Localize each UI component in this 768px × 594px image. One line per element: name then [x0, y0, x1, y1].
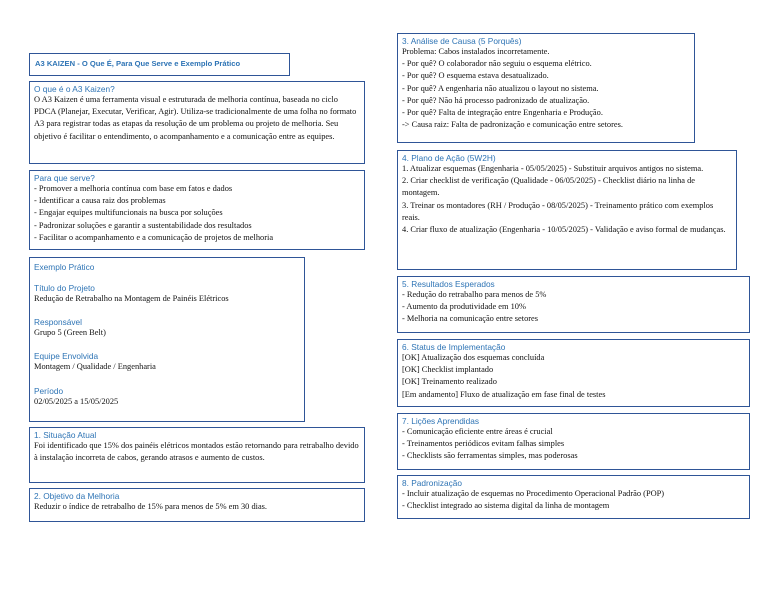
standardization-item: - Incluir atualização de esquemas no Procedimento Operacional Padrão (POP) [402, 489, 665, 498]
cause-analysis-title: 3. Análise de Causa (5 Porquês) [402, 36, 522, 46]
document-title-box [29, 53, 290, 76]
status-item: [OK] Checklist implantado [402, 365, 494, 375]
result-item: - Melhoria na comunicação entre setores [402, 314, 539, 324]
purpose-item: - Facilitar o acompanhamento e a comunicação de projetos de melhoria [34, 232, 274, 242]
current-situation-text: Foi identificado que 15% dos painéis elétricos montados estão retornando para retrabalho devido à instalação incorreta de cabos, gerando atrasos e aumento de custos. [34, 441, 359, 463]
example-section [29, 257, 305, 422]
status-item: [OK] Treinamento realizado [402, 377, 497, 387]
cause-line: - Por quê? O colaborador não seguiu o esquema elétrico. [402, 59, 592, 69]
standardization-title: 8. Padronização [402, 478, 462, 488]
result-item: - Redução do retrabalho para menos de 5% [402, 290, 547, 299]
action-item: 4. Criar fluxo de atualização (Engenharia - 10/05/2025) - Validação e aviso formal de mudanças. [402, 225, 726, 235]
period-value: 02/05/2025 a 15/05/2025 [34, 396, 119, 406]
purpose-item: - Identificar a causa raiz dos problemas [34, 196, 166, 206]
cause-line: - Por quê? A engenharia não atualizou o layout no sistema. [402, 83, 599, 93]
owner-value: Grupo 5 (Green Belt) [34, 328, 106, 338]
lesson-item: - Treinamentos periódicos evitam falhas simples [402, 439, 565, 449]
expected-results-title: 5. Resultados Esperados [402, 279, 495, 289]
what-is-text: O A3 Kaizen é uma ferramenta visual e estruturada de melhoria contínua, baseada no ciclo PDCA (Planejar, Executar, Verificar, Agir). Utiliza-se tradicionalmente de uma folha no formato A3 para registrar todas as etapas da resolução de um problema ou projeto de melhoria. Seu objetivo é facilitar o entendimento, o acompanhamento e a comunicação entre as equipes. [34, 95, 357, 141]
lesson-item: - Comunicação eficiente entre áreas é crucial [402, 427, 553, 436]
what-is-title: O que é o A3 Kaizen? [34, 84, 115, 94]
what-is-section [29, 81, 365, 164]
standardization-item: - Checklist integrado ao sistema digital da linha de montagem [402, 501, 610, 511]
action-item: 3. Treinar os montadores (RH / Produção - 08/05/2025) - Treinamento prático com exemplos reais. [402, 200, 714, 222]
current-situation-section [29, 427, 365, 483]
period-label: Período [34, 385, 64, 396]
action-plan-section [397, 150, 737, 270]
team-value: Montagem / Qualidade / Engenharia [34, 362, 156, 372]
objective-section [29, 488, 365, 522]
standardization-section [397, 475, 750, 519]
cause-line: - Por quê? Não há processo padronizado de atualização. [402, 95, 590, 105]
current-situation-title: 1. Situação Atual [34, 430, 97, 440]
purpose-item: - Engajar equipes multifuncionais na busca por soluções [34, 208, 223, 218]
purpose-item: - Padronizar soluções e garantir a sustentabilidade dos resultados [34, 220, 252, 230]
document-title: A3 KAIZEN - O Que É, Para Que Serve e Exemplo Prático [35, 59, 241, 68]
purpose-item: - Promover a melhoria contínua com base em fatos e dados [34, 184, 233, 193]
result-item: - Aumento da produtividade em 10% [402, 302, 526, 312]
project-value: Redução de Retrabalho na Montagem de Painéis Elétricos [34, 294, 229, 303]
expected-results-section [397, 276, 750, 333]
owner-label: Responsável [34, 317, 82, 328]
lessons-title: 7. Lições Aprendidas [402, 416, 480, 426]
purpose-section [29, 170, 365, 250]
cause-line: -> Causa raiz: Falta de padronização e comunicação entre setores. [402, 120, 623, 130]
cause-line: - Por quê? O esquema estava desatualizado. [402, 71, 549, 81]
project-label: Título do Projeto [34, 283, 95, 293]
action-plan-title: 4. Plano de Ação (5W2H) [402, 153, 496, 163]
cause-line: - Por quê? Falta de integração entre Engenharia e Produção. [402, 108, 603, 118]
cause-analysis-section [397, 33, 695, 143]
action-item: 1. Atualizar esquemas (Engenharia - 05/05/2025) - Substituir arquivos antigos no sistema. [402, 164, 704, 173]
objective-text: Reduzir o índice de retrabalho de 15% para menos de 5% em 30 dias. [34, 502, 268, 511]
example-title: Exemplo Prático [34, 262, 95, 272]
cause-line: Problema: Cabos instalados incorretamente. [402, 47, 550, 56]
objective-title: 2. Objetivo da Melhoria [34, 491, 120, 501]
lessons-section [397, 413, 750, 470]
lesson-item: - Checklists são ferramentas simples, mas poderosas [402, 451, 578, 461]
team-label: Equipe Envolvida [34, 351, 99, 362]
implementation-status-title: 6. Status de Implementação [402, 342, 506, 352]
status-item: [OK] Atualização dos esquemas concluída [402, 353, 545, 362]
action-item: 2. Criar checklist de verificação (Qualidade - 06/05/2025) - Checklist diário na linha de montagem. [402, 176, 696, 198]
purpose-title: Para que serve? [34, 173, 95, 183]
implementation-status-section [397, 339, 750, 407]
status-item: [Em andamento] Fluxo de atualização em fase final de testes [402, 389, 606, 399]
